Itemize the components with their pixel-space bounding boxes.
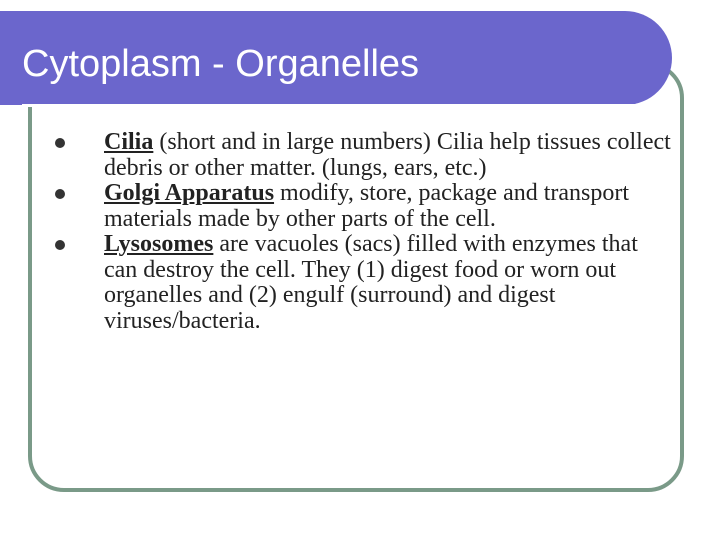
title-bar: [0, 11, 672, 105]
bullet-list: [52, 130, 672, 334]
bullet-term: Golgi Apparatus: [104, 180, 275, 206]
bullet-term: Cilia: [104, 129, 154, 155]
bullet-text: modify, store, package and transport materials made by other parts of the cell.: [104, 180, 630, 232]
bullet-dot-icon: [55, 138, 65, 148]
bullet-dot-icon: [55, 240, 65, 250]
bullet-text: (short and in large numbers) Cilia help tissues collect debris or other matter. (lungs, ears, etc.): [104, 129, 671, 181]
bullet-item-golgi-apparatus: [52, 181, 672, 232]
bullet-item-lysosomes: [52, 232, 672, 334]
slide-title: Cytoplasm - Organelles: [22, 43, 420, 85]
bullet-dot-icon: [55, 189, 65, 199]
bullet-text: are vacuoles (sacs) filled with enzymes that can destroy the cell. They (1) digest food or worn out organelles and (2) engulf (surround) and digest viruses/bacteria.: [104, 231, 638, 334]
bullet-term: Lysosomes: [104, 231, 214, 257]
title-underline: [22, 104, 638, 107]
bullet-item-cilia: [52, 130, 672, 181]
